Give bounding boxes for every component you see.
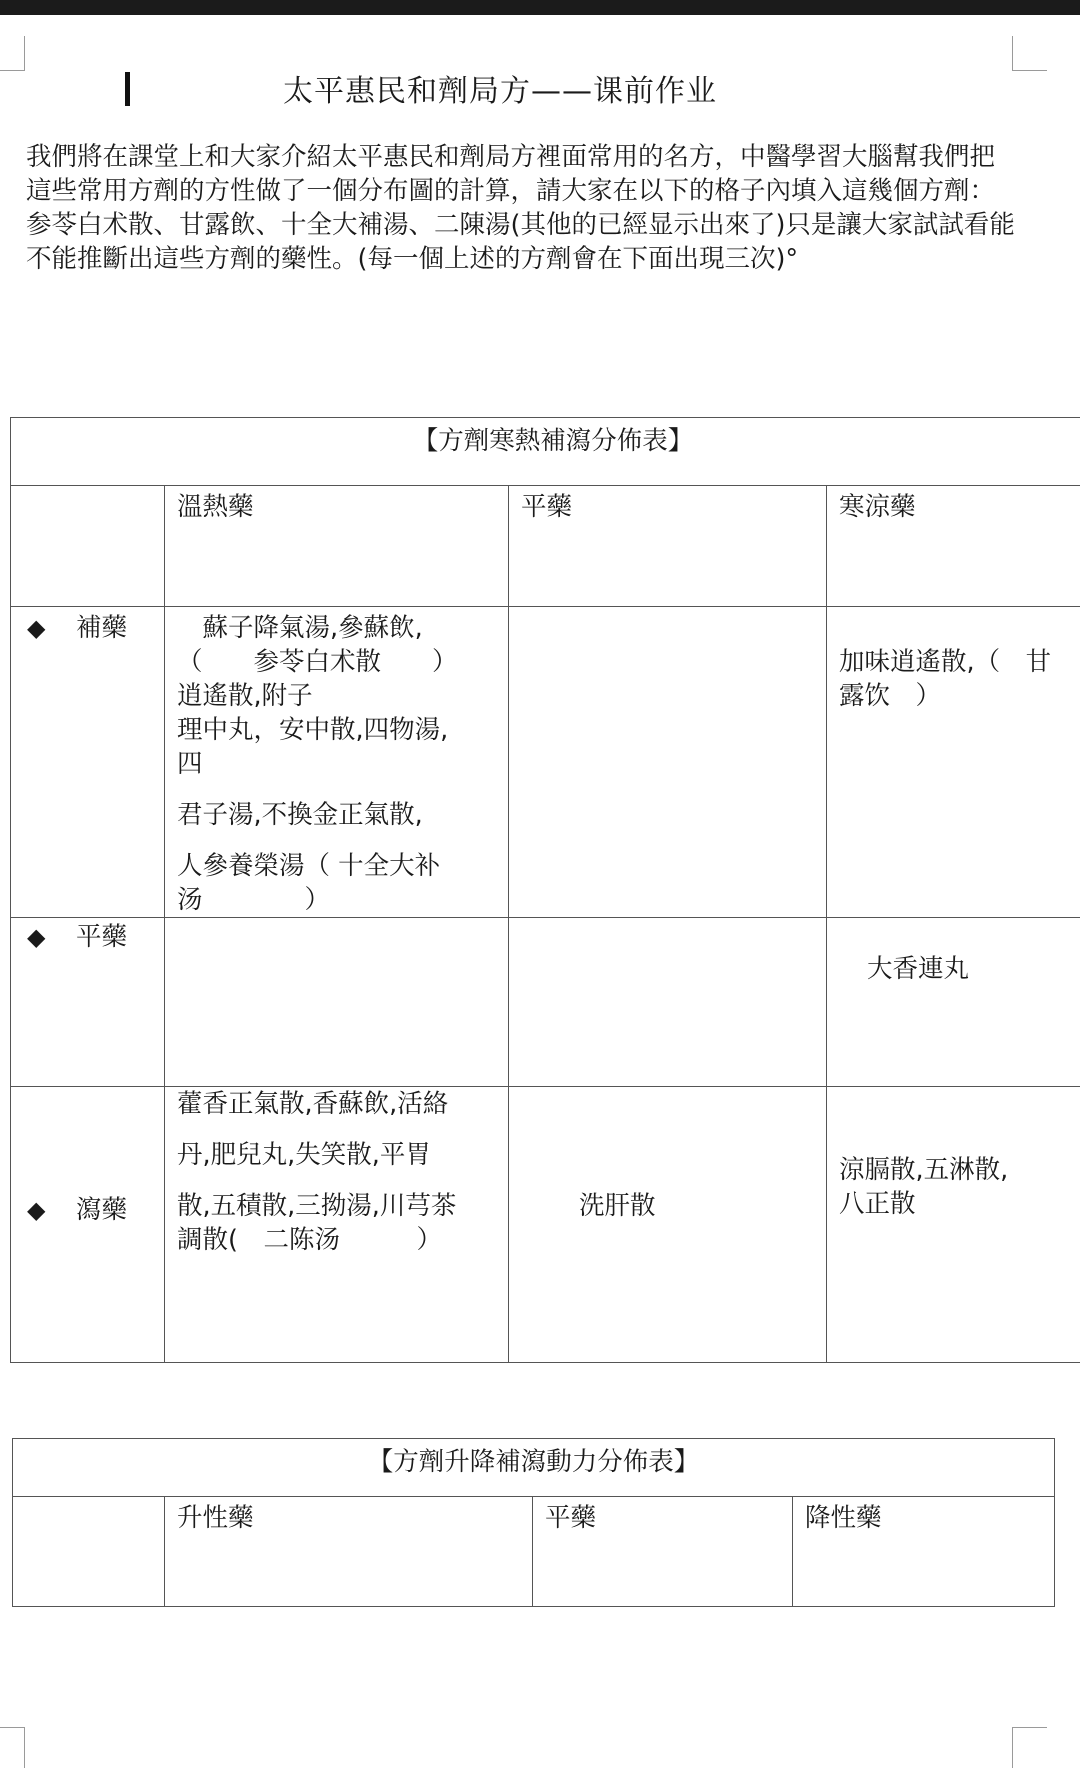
cell-line: 散,五積散,三拗湯,川芎茶 bbox=[177, 1189, 502, 1223]
cell-line: 蘇子降氣湯,參蘇飲, bbox=[177, 611, 502, 645]
cell-neutral-neutral[interactable] bbox=[509, 918, 827, 1087]
table2-header-descending[interactable]: 降性藥 bbox=[793, 1497, 1055, 1607]
cell-neutral-warm[interactable] bbox=[165, 918, 509, 1087]
cell-purge-warm[interactable] bbox=[165, 1087, 509, 1363]
cell-line: 人參養榮湯（ 十全大补 bbox=[177, 849, 502, 883]
cell-line: 汤 ） bbox=[177, 883, 502, 917]
cell-purge-cold[interactable] bbox=[827, 1087, 1080, 1363]
diamond-bullet-icon: ◆ bbox=[27, 1193, 45, 1227]
table1-header-cold: 寒涼藥 bbox=[827, 486, 1080, 607]
row-label-text: 瀉藥 bbox=[76, 1193, 127, 1227]
table-cold-hot-tonify-purge bbox=[10, 417, 1080, 1363]
table-ascend-descend-dynamics bbox=[12, 1438, 1055, 1607]
cell-line: 調散( 二陈汤 ） bbox=[177, 1223, 502, 1257]
cell-neutral-cold[interactable]: 大香連丸 bbox=[827, 918, 1080, 1087]
row-label-text: 平藥 bbox=[76, 920, 127, 954]
cell-line: 君子湯,不換金正氣散, bbox=[177, 798, 502, 832]
cell-line: 理中丸，安中散,四物湯, bbox=[177, 713, 502, 747]
cell-line: 八正散 bbox=[839, 1187, 1080, 1221]
row-label-neutral bbox=[11, 918, 165, 1087]
table1-caption: 【方劑寒熱補瀉分佈表】 bbox=[11, 418, 1080, 486]
cell-tonify-warm[interactable] bbox=[165, 607, 509, 918]
diamond-bullet-icon: ◆ bbox=[27, 611, 45, 645]
crop-mark-bottom-right bbox=[1012, 1727, 1047, 1768]
cell-tonify-neutral[interactable] bbox=[509, 607, 827, 918]
cell-line: 四 bbox=[177, 747, 502, 781]
table1-header-warm: 溫熱藥 bbox=[165, 486, 509, 607]
crop-mark-top-right bbox=[1012, 36, 1047, 71]
table2-header-neutral[interactable]: 平藥 bbox=[533, 1497, 793, 1607]
cell-line: 露饮 ） bbox=[839, 679, 1080, 713]
table2-header-ascending[interactable]: 升性藥 bbox=[165, 1497, 533, 1607]
cell-line: （ 参苓白术散 ） bbox=[177, 645, 502, 679]
row-label-tonify bbox=[11, 607, 165, 918]
table2-caption: 【方劑升降補瀉動力分佈表】 bbox=[13, 1439, 1055, 1497]
cell-purge-neutral[interactable]: 洗肝散 bbox=[509, 1087, 827, 1363]
cell-line: 丹,肥兒丸,失笑散,平胃 bbox=[177, 1138, 502, 1172]
crop-mark-bottom-left bbox=[0, 1727, 25, 1768]
intro-paragraph: 我們將在課堂上和大家介紹太平惠民和劑局方裡面常用的名方，中醫學習大腦幫我們把這些常用方劑的方性做了一個分布圖的計算，請大家在以下的格子內填入這幾個方劑：参苓白术散、甘露飲、十全大補湯、二陳湯(其他的已經显示出來了)只是讓大家試試看能不能推斷出這些方劑的藥性。(每一個上述的方劑會在下面出現三次)° bbox=[26, 140, 1016, 276]
page-title: 太平惠民和劑局方——课前作业 bbox=[0, 66, 1000, 110]
row-label-text: 補藥 bbox=[76, 611, 127, 645]
table1-corner-cell bbox=[11, 486, 165, 607]
cell-line: 加味逍遙散,（ 甘 bbox=[839, 645, 1080, 679]
top-bar bbox=[0, 0, 1080, 15]
cell-line: 逍遙散,附子 bbox=[177, 679, 502, 713]
table1-header-neutral: 平藥 bbox=[509, 486, 827, 607]
row-label-purge bbox=[11, 1087, 165, 1363]
table2-corner-cell bbox=[13, 1497, 165, 1607]
cell-line: 藿香正氣散,香蘇飲,活絡 bbox=[177, 1087, 502, 1121]
cell-line: 涼膈散,五淋散, bbox=[839, 1153, 1080, 1187]
diamond-bullet-icon: ◆ bbox=[27, 920, 45, 954]
cell-tonify-cold[interactable] bbox=[827, 607, 1080, 918]
